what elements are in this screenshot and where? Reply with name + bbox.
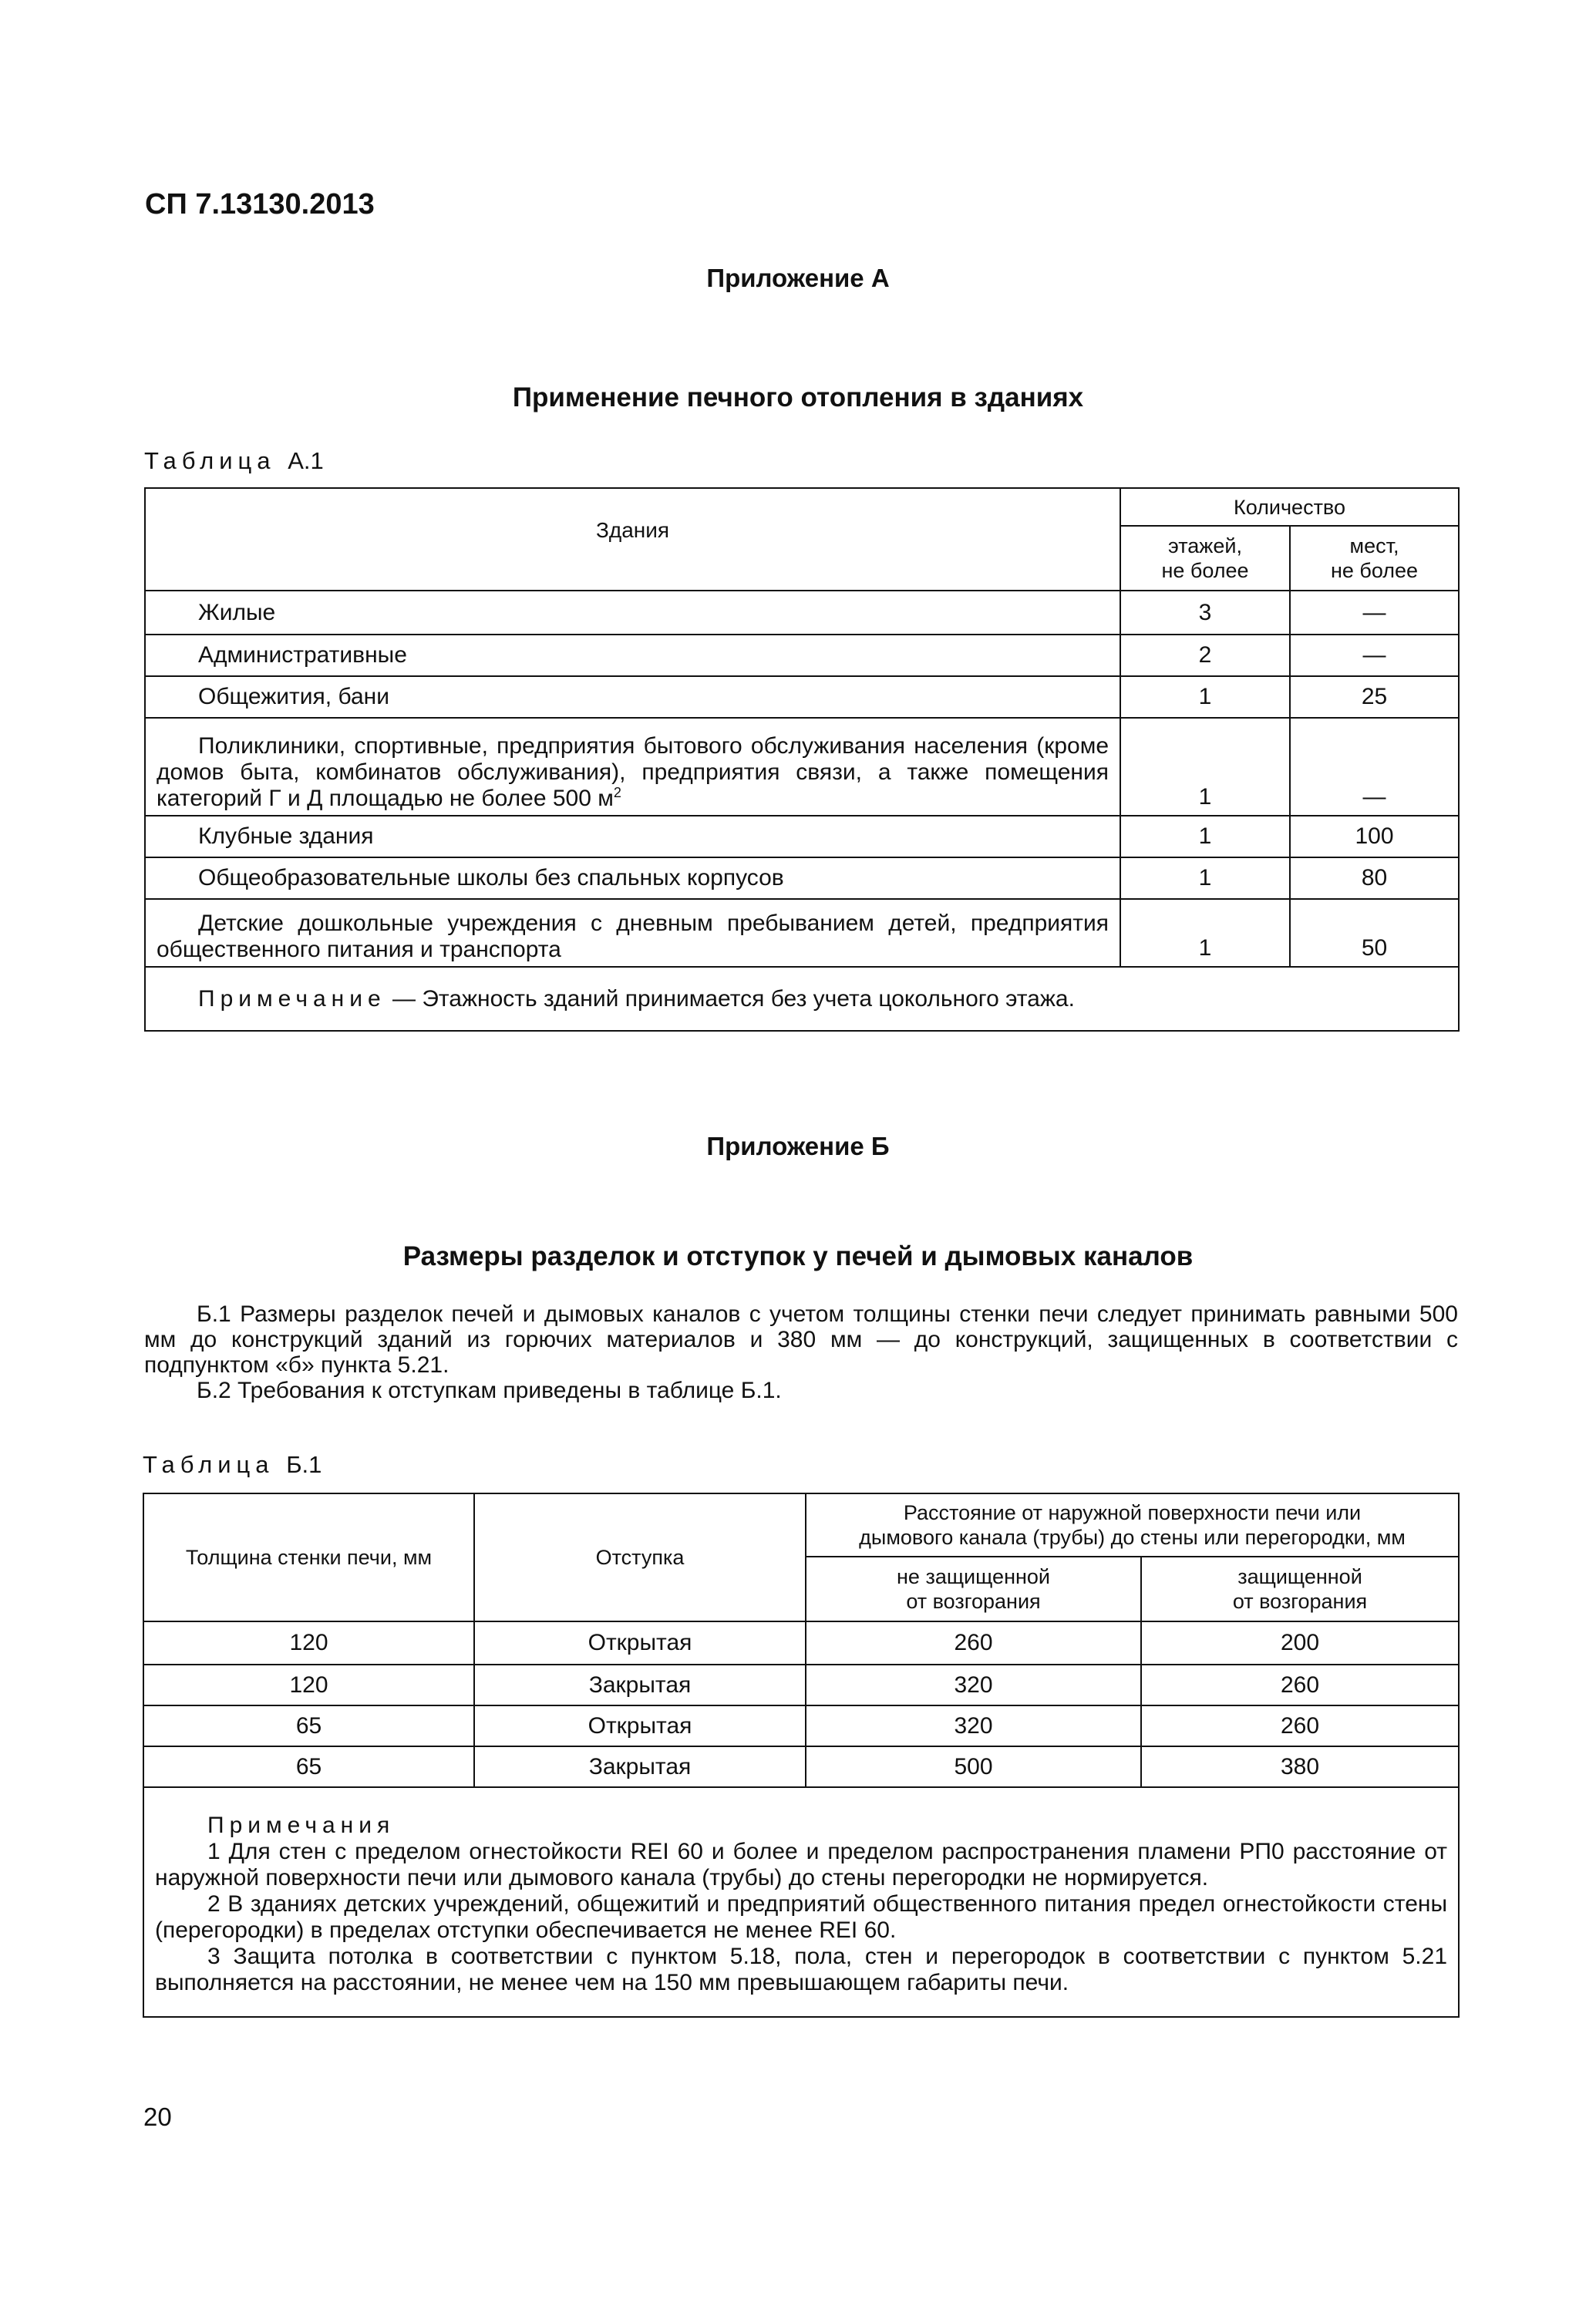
protected-cell: 380 <box>1141 1746 1459 1787</box>
floors-cell: 1 <box>1120 718 1290 816</box>
col-header-protected-line1: защищенной <box>1237 1565 1362 1588</box>
col-header-floors <box>1120 526 1290 591</box>
superscript: 2 <box>613 785 621 800</box>
offset-cell: Закрытая <box>474 1665 806 1705</box>
table-a1-label <box>144 447 324 475</box>
seats-cell: 25 <box>1290 676 1459 718</box>
seats-cell: 50 <box>1290 899 1459 967</box>
floors-cell: 3 <box>1120 591 1290 635</box>
unprotected-cell: 500 <box>806 1746 1141 1787</box>
protected-cell: 260 <box>1141 1665 1459 1705</box>
appendix-b-label: Приложение Б <box>706 1132 890 1160</box>
table-b1-label <box>143 1451 322 1479</box>
seats-cell: — <box>1290 635 1459 676</box>
thickness-cell: 120 <box>143 1621 474 1665</box>
building-cell: Общежития, бани <box>145 676 1120 718</box>
table-a1 <box>144 487 1460 1032</box>
table-row <box>143 1705 1459 1746</box>
col-header-unprotected <box>806 1557 1141 1621</box>
col-header-protected-line2: от возгорания <box>1232 1590 1368 1613</box>
unprotected-cell: 320 <box>806 1705 1141 1746</box>
col-header-floors-line1: этажей, <box>1168 534 1242 557</box>
notes-label: Примечания <box>207 1813 396 1838</box>
table-a1-label-word: Таблица <box>144 447 276 474</box>
col-header-distance-line1: Расстояние от наружной поверхности печи или <box>903 1501 1362 1524</box>
appendix-a-title: Применение печного отопления в зданиях <box>512 382 1084 412</box>
col-header-buildings: Здания <box>145 488 1120 591</box>
building-cell-text: Поликлиники, спортивные, предприятия бытового обслуживания населения (кроме домов быта, комбинатов обслуживания), предприятия связи, а также помещения категорий Г и Д площадью не более 500 м <box>157 733 1109 811</box>
col-header-offset: Отступка <box>474 1493 806 1621</box>
table-row <box>145 816 1459 857</box>
table-note <box>145 967 1459 1031</box>
note-item-1: 1 Для стен с пределом огнестойкости REI 60 и более и пределом распространения пламени РП0 расстояние от наружной поверхности печи или дымового канала (трубы) до стены перегородки не нормируется. <box>155 1839 1448 1890</box>
col-header-distance <box>806 1493 1459 1557</box>
table-note-row <box>145 967 1459 1031</box>
table-row <box>143 1621 1459 1665</box>
floors-cell: 2 <box>1120 635 1290 676</box>
building-cell: Административные <box>145 635 1120 676</box>
col-header-thickness: Толщина стенки печи, мм <box>143 1493 474 1621</box>
page-number: 20 <box>143 2103 172 2131</box>
thickness-cell: 65 <box>143 1746 474 1787</box>
unprotected-cell: 260 <box>806 1621 1141 1665</box>
floors-cell: 1 <box>1120 899 1290 967</box>
table-a1-label-num: А.1 <box>288 447 324 474</box>
appendix-b-body <box>144 1301 1458 1403</box>
col-header-unprotected-line1: не защищенной <box>897 1565 1050 1588</box>
building-cell: Общеобразовательные школы без спальных корпусов <box>145 857 1120 899</box>
table-row <box>145 718 1459 816</box>
unprotected-cell: 320 <box>806 1665 1141 1705</box>
table-row <box>145 676 1459 718</box>
col-header-quantity: Количество <box>1120 488 1459 526</box>
col-header-unprotected-line2: от возгорания <box>906 1590 1041 1613</box>
offset-cell: Закрытая <box>474 1746 806 1787</box>
note-label: Примечание <box>198 985 386 1012</box>
floors-cell: 1 <box>1120 857 1290 899</box>
building-cell: Клубные здания <box>145 816 1120 857</box>
table-row <box>143 1746 1459 1787</box>
appendix-b-title: Размеры разделок и отступок у печей и дымовых каналов <box>402 1241 1194 1271</box>
table-b1-label-num: Б.1 <box>286 1451 322 1478</box>
protected-cell: 200 <box>1141 1621 1459 1665</box>
offset-cell: Открытая <box>474 1621 806 1665</box>
seats-cell: — <box>1290 718 1459 816</box>
table-row <box>145 857 1459 899</box>
col-header-floors-line2: не более <box>1161 559 1249 582</box>
note-item-2: 2 В зданиях детских учреждений, общежитий и предприятий общественного питания предел огнестойкости стены (перегородки) в пределах отступки обеспечивается не менее REI 60. <box>155 1891 1448 1943</box>
document-code: СП 7.13130.2013 <box>145 188 375 221</box>
building-cell <box>145 899 1120 967</box>
paragraph-b2: Б.2 Требования к отступкам приведены в таблице Б.1. <box>197 1378 782 1403</box>
col-header-protected <box>1141 1557 1459 1621</box>
appendix-a-label: Приложение А <box>706 264 890 292</box>
paragraph-b1: Б.1 Размеры разделок печей и дымовых каналов с учетом толщины стенки печи следует принимать равными 500 мм до конструкций зданий из горючих материалов и 380 мм — до конструкций, защищенных в соответствии с подпунктом «б» пункта 5.21. <box>144 1301 1458 1378</box>
table-row <box>145 591 1459 635</box>
table-notes <box>143 1787 1459 2017</box>
col-header-seats-line2: не более <box>1330 559 1419 582</box>
floors-cell: 1 <box>1120 676 1290 718</box>
floors-cell: 1 <box>1120 816 1290 857</box>
building-cell-text: Детские дошкольные учреждения с дневным пребыванием детей, предприятия общественного питания и транспорта <box>157 911 1109 962</box>
thickness-cell: 120 <box>143 1665 474 1705</box>
thickness-cell: 65 <box>143 1705 474 1746</box>
seats-cell: — <box>1290 591 1459 635</box>
seats-cell: 100 <box>1290 816 1459 857</box>
protected-cell: 260 <box>1141 1705 1459 1746</box>
table-row <box>145 899 1459 967</box>
table-row <box>145 635 1459 676</box>
building-cell: Жилые <box>145 591 1120 635</box>
col-header-distance-line2: дымового канала (трубы) до стены или перегородки, мм <box>859 1526 1406 1549</box>
col-header-seats-line1: мест, <box>1349 534 1399 557</box>
seats-cell: 80 <box>1290 857 1459 899</box>
table-b1-label-word: Таблица <box>143 1451 274 1478</box>
col-header-seats <box>1290 526 1459 591</box>
note-item-3: 3 Защита потолка в соответствии с пунктом 5.18, пола, стен и перегородок в соответствии с пунктом 5.21 выполняется на расстоянии, не менее чем на 150 мм превышающем габариты печи. <box>155 1944 1448 1995</box>
table-notes-row <box>143 1787 1459 2017</box>
note-text: — Этажность зданий принимается без учета цокольного этажа. <box>386 985 1075 1012</box>
table-b1 <box>143 1493 1460 2018</box>
offset-cell: Открытая <box>474 1705 806 1746</box>
building-cell <box>145 718 1120 816</box>
table-row <box>143 1665 1459 1705</box>
